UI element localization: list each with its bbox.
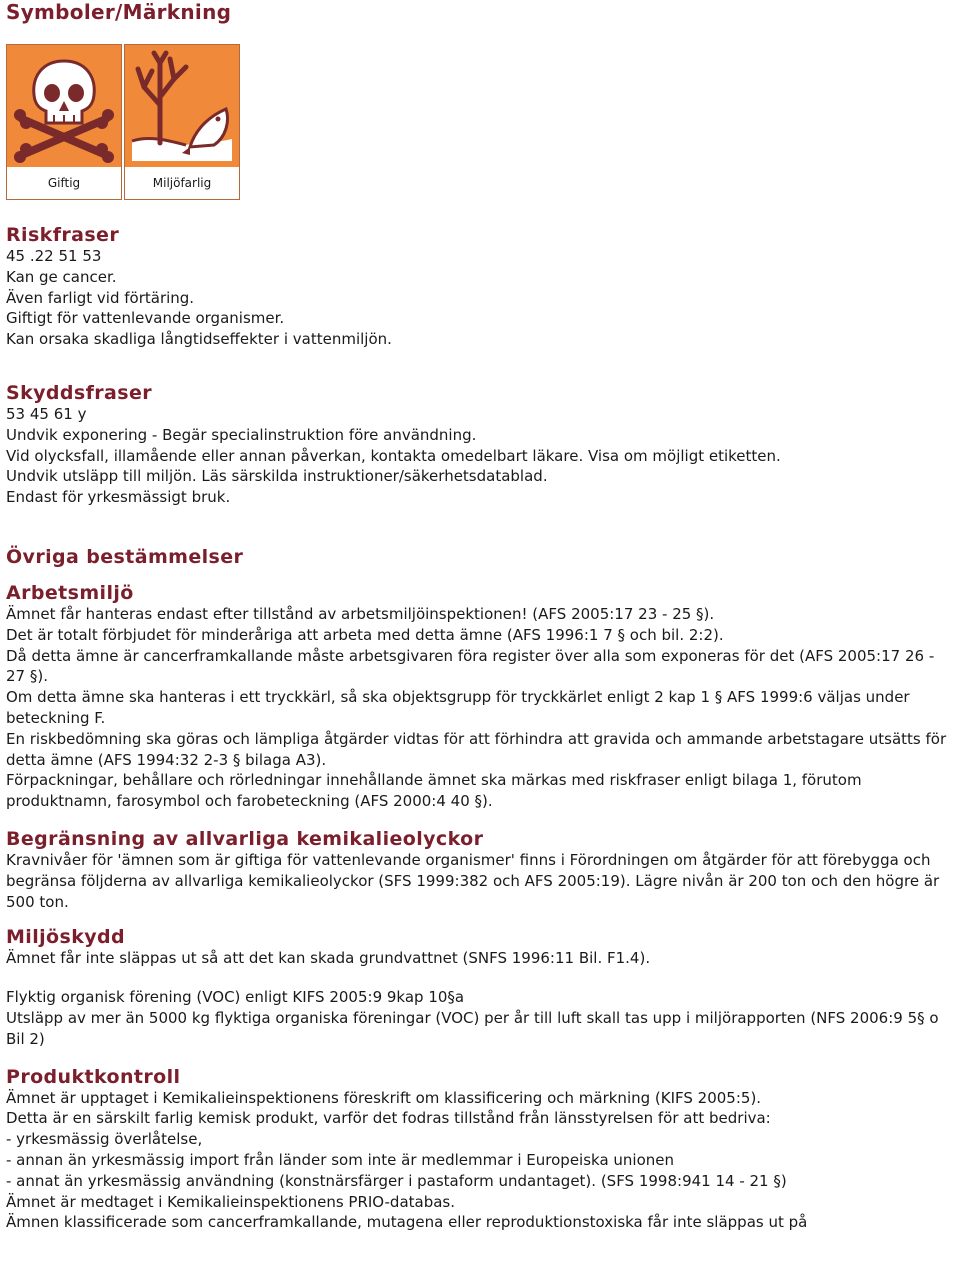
ovriga-heading: Övriga bestämmelser xyxy=(6,545,244,568)
skyddsfraser-line: 53 45 61 y xyxy=(6,404,87,423)
arbetsmiljo-paragraph: Då detta ämne är cancerframkallande måste arbetsgivaren föra register över alla som exponeras för det (AFS 2005:17 26 - 27 §). xyxy=(6,646,935,686)
arbetsmiljo-paragraph: En riskbedömning ska göras och lämpliga åtgärder vidtas för att förhindra att gravida och ammande arbetstagare utsätts för detta ämne (AFS 1994:32 2-3 § bilaga A3). xyxy=(6,729,947,769)
skyddsfraser-line: Undvik exponering - Begär specialinstruktion före användning. xyxy=(6,425,477,444)
produktkontroll-line: Ämnen klassificerade som cancerframkallande, mutagena eller reproduktionstoxiska får inte släppas ut på xyxy=(6,1213,808,1232)
miljoskydd-heading: Miljöskydd xyxy=(6,926,126,949)
section-skyddsfraser xyxy=(6,382,954,508)
arbetsmiljo-paragraph: Ämnet får hanteras endast efter tillstånd av arbetsmiljöinspektionen! (AFS 2005:17 23 - 25 §). xyxy=(6,604,715,623)
produktkontroll-line: - annan än yrkesmässig import från länder som inte är medlemmar i Europeiska unionen xyxy=(6,1150,675,1169)
voc-line: Flyktig organisk förening (VOC) enligt KIFS 2005:9 9kap 10§a xyxy=(6,988,465,1007)
hazard-symbol-environment xyxy=(124,44,240,200)
symbol-label-environment: Miljöfarlig xyxy=(152,176,212,190)
arbetsmiljo-heading: Arbetsmiljö xyxy=(6,581,134,604)
produktkontroll-line: Ämnet är upptaget i Kemikalieinspektionens föreskrift om klassificering och märkning (KIFS 2005:5). xyxy=(6,1088,762,1107)
hazard-symbols xyxy=(6,44,954,200)
section-produktkontroll xyxy=(6,1066,954,1234)
section-arbetsmiljo xyxy=(6,582,954,812)
arbetsmiljo-paragraph: Om detta ämne ska hanteras i ett tryckkärl, så ska objektsgrupp för tryckkärlet enligt 2 kap 1 § AFS 1999:6 väljas under beteckning F. xyxy=(6,688,910,727)
begransning-heading: Begränsning av allvarliga kemikalieolyckor xyxy=(6,827,484,850)
skyddsfraser-line: Undvik utsläpp till miljön. Läs särskilda instruktioner/säkerhetsdatablad. xyxy=(6,467,548,486)
riskfraser-line: Kan orsaka skadliga långtidseffekter i vattenmiljön. xyxy=(6,330,392,349)
skyddsfraser-line: Vid olycksfall, illamående eller annan påverkan, kontakta omedelbart läkare. Visa om möjligt etiketten. xyxy=(6,446,781,465)
document-page xyxy=(6,0,954,1233)
begransning-paragraph: Kravnivåer för 'ämnen som är giftiga för vattenlevande organismer' finns i Förordningen om åtgärder för att förebygga och begränsa följderna av allvarliga kemikalieolyckor (SFS 1999:382 och AFS 2005:19). Lägre nivån är 200 ton och den högre är 500 ton. xyxy=(6,850,940,911)
arbetsmiljo-paragraph: Förpackningar, behållare och rörledningar innehållande ämnet ska märkas med riskfraser enligt bilaga 1, förutom produktnamn, farosymbol och farobeteckning (AFS 2000:4 40 §). xyxy=(6,771,862,811)
riskfraser-heading: Riskfraser xyxy=(6,224,120,246)
skyddsfraser-line: Endast för yrkesmässigt bruk. xyxy=(6,488,231,507)
symbol-label-toxic: Giftig xyxy=(47,176,81,190)
section-ovriga-bestammelser xyxy=(6,546,954,568)
produktkontroll-line: Detta är en särskilt farlig kemisk produkt, varför det fodras tillstånd från länsstyrelsen för att bedriva: xyxy=(6,1109,771,1128)
section-miljoskydd xyxy=(6,926,954,1049)
page-title: Symboler/Märkning xyxy=(6,0,232,24)
section-begransning xyxy=(6,828,954,912)
produktkontroll-line: - yrkesmässig överlåtelse, xyxy=(6,1130,203,1149)
produktkontroll-heading: Produktkontroll xyxy=(6,1065,181,1088)
hazard-symbol-toxic xyxy=(6,44,122,200)
riskfraser-line: Även farligt vid förtäring. xyxy=(6,288,195,307)
skull-crossbones-icon xyxy=(12,49,116,163)
riskfraser-line: 45 .22 51 53 xyxy=(6,247,102,265)
riskfraser-line: Kan ge cancer. xyxy=(6,267,117,286)
voc-paragraph: Utsläpp av mer än 5000 kg flyktiga organiska föreningar (VOC) per år till luft skall tas upp i miljörapporten (NFS 2006:9 5§ o Bil 2) xyxy=(6,1008,939,1048)
produktkontroll-line: Ämnet är medtaget i Kemikalieinspektionens PRIO-databas. xyxy=(6,1192,456,1211)
skyddsfraser-heading: Skyddsfraser xyxy=(6,381,153,404)
dead-tree-fish-icon xyxy=(130,49,234,163)
miljoskydd-paragraph: Ämnet får inte släppas ut så att det kan skada grundvattnet (SNFS 1996:11 Bil. F1.4). xyxy=(6,949,651,968)
produktkontroll-line: - annat än yrkesmässig användning (konstnärsfärger i pastaform undantaget). (SFS 1998:941 14 - 21 §) xyxy=(6,1171,787,1190)
arbetsmiljo-paragraph: Det är totalt förbjudet för minderåriga att arbeta med detta ämne (AFS 1996:1 7 § och bil. 2:2). xyxy=(6,625,724,644)
riskfraser-line: Giftigt för vattenlevande organismer. xyxy=(6,309,285,328)
section-riskfraser xyxy=(6,224,954,350)
